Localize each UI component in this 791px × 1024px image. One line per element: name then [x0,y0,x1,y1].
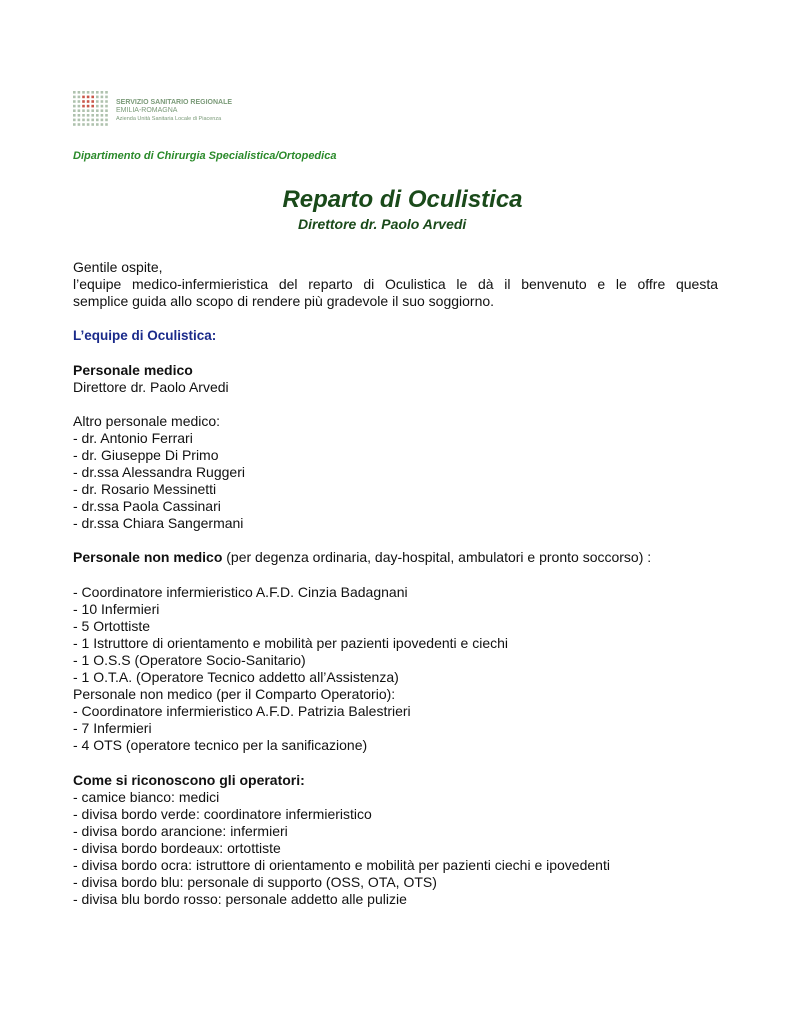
logo-dot [73,96,76,99]
logo-dot [105,119,108,122]
intro-line-1: l’equipe medico-infermieristica del reparto di Oculistica le dà il benvenuto e le offre questa [73,276,718,292]
logo-dot [101,96,104,99]
logo-dot [87,123,90,126]
list-item: - 1 Istruttore di orientamento e mobilità per pazienti ipovedenti e ciechi [73,635,509,651]
logo-dot [91,119,94,122]
recognize-section [73,772,610,908]
logo-dot [82,100,85,103]
logo-dot [73,100,76,103]
logo-line-3: Azienda Unità Sanitaria Locale di Piacenza [116,116,222,122]
logo-grid-icon [72,90,110,128]
list-item: - dr. Antonio Ferrari [73,430,193,446]
logo-dot [73,114,76,117]
logo-line-2: EMILIA-ROMAGNA [116,107,178,114]
non-medical-heading-line [73,549,651,566]
logo-dot [105,114,108,117]
logo-dot [91,109,94,112]
logo-dot [78,105,81,108]
list-item: - dr. Rosario Messinetti [73,481,217,497]
list-item: - dr.ssa Chiara Sangermani [73,515,244,531]
logo-dot [73,105,76,108]
logo-dot [91,114,94,117]
logo-dot [91,123,94,126]
medical-director: Direttore dr. Paolo Arvedi [73,379,229,395]
logo-dot [96,105,99,108]
page-title: Reparto di Oculistica [282,186,523,213]
logo-dot [78,119,81,122]
list-item: - 1 O.T.A. (Operatore Tecnico addetto all’Assistenza) [73,669,399,685]
non-medical-heading-note: (per degenza ordinaria, day-hospital, ambulatori e pronto soccorso) : [222,549,652,565]
logo-dot [82,119,85,122]
logo [72,90,272,130]
logo-dot [101,105,104,108]
list-item: - 10 Infermieri [73,601,160,617]
greeting: Gentile ospite, [73,259,163,275]
recognize-heading: Come si riconoscono gli operatori: [73,772,305,788]
other-medical-heading: Altro personale medico: [73,413,221,429]
logo-dot [82,114,85,117]
logo-dot [96,100,99,103]
list-item: - divisa blu bordo rosso: personale addetto alle pulizie [73,891,407,907]
logo-dot [78,123,81,126]
list-item: - dr.ssa Paola Cassinari [73,498,221,514]
logo-dot [101,91,104,94]
medical-heading: Personale medico [73,362,193,378]
list-item: - 1 O.S.S (Operatore Socio-Sanitario) [73,652,306,668]
logo-dot [78,109,81,112]
logo-dot [105,96,108,99]
page-subtitle: Direttore dr. Paolo Arvedi [298,216,467,232]
logo-dot [101,123,104,126]
logo-dot [101,119,104,122]
logo-dot [87,105,90,108]
logo-dot [82,123,85,126]
medical-section [73,362,229,396]
logo-dot [87,100,90,103]
logo-dot [91,96,94,99]
logo-dot [87,114,90,117]
logo-dot [78,100,81,103]
list-item: - dr.ssa Alessandra Ruggeri [73,464,245,480]
logo-dot [101,109,104,112]
logo-dot [87,109,90,112]
equipe-heading: L’equipe di Oculistica: [73,328,217,343]
intro-paragraph [73,276,718,310]
logo-dot [87,119,90,122]
list-item: - divisa bordo blu: personale di supporto (OSS, OTA, OTS) [73,874,437,890]
logo-dot [105,109,108,112]
logo-dot [87,91,90,94]
list-item: - divisa bordo ocra: istruttore di orientamento e mobilità per pazienti ciechi e ipovedenti [73,857,610,873]
list-item: - 5 Ortottiste [73,618,151,634]
logo-dot [78,96,81,99]
list-item: - dr. Giuseppe Di Primo [73,447,219,463]
list-item: - divisa bordo bordeaux: ortottiste [73,840,281,856]
list-item: - camice bianco: medici [73,789,220,805]
logo-dot [96,119,99,122]
logo-dot [73,109,76,112]
logo-text [116,99,232,123]
logo-line-1: SERVIZIO SANITARIO REGIONALE [116,99,233,106]
list-item: - 7 Infermieri [73,720,152,736]
logo-dot [96,96,99,99]
logo-dot [82,91,85,94]
logo-dot [91,91,94,94]
logo-dot [73,119,76,122]
department-label: Dipartimento di Chirurgia Specialistica/Ortopedica [73,150,337,162]
logo-dot [105,123,108,126]
list-item: - 4 OTS (operatore tecnico per la sanificazione) [73,737,368,753]
logo-dot [101,114,104,117]
logo-dot [105,100,108,103]
logo-dot [96,91,99,94]
logo-dot [96,123,99,126]
list-item: - divisa bordo verde: coordinatore infermieristico [73,806,372,822]
non-medical-section [73,584,508,754]
logo-dot [96,114,99,117]
logo-dot [82,105,85,108]
intro-line-2: semplice guida allo scopo di rendere più gradevole il suo soggiorno. [73,293,495,309]
non-medical-heading: Personale non medico [73,549,223,565]
logo-dot [101,100,104,103]
logo-dot [78,114,81,117]
logo-dot [73,91,76,94]
logo-dot [87,96,90,99]
list-item: - Coordinatore infermieristico A.F.D. Cinzia Badagnani [73,584,408,600]
logo-dot [82,96,85,99]
logo-dot [73,123,76,126]
list-item: - Coordinatore infermieristico A.F.D. Patrizia Balestrieri [73,703,411,719]
logo-dot [105,91,108,94]
logo-dot [96,109,99,112]
logo-dot [91,100,94,103]
logo-dot [91,105,94,108]
operating-heading: Personale non medico (per il Comparto Operatorio): [73,686,396,702]
other-medical-section [73,413,245,532]
list-item: - divisa bordo arancione: infermieri [73,823,288,839]
logo-dot [78,91,81,94]
logo-dot [105,105,108,108]
logo-dot [82,109,85,112]
